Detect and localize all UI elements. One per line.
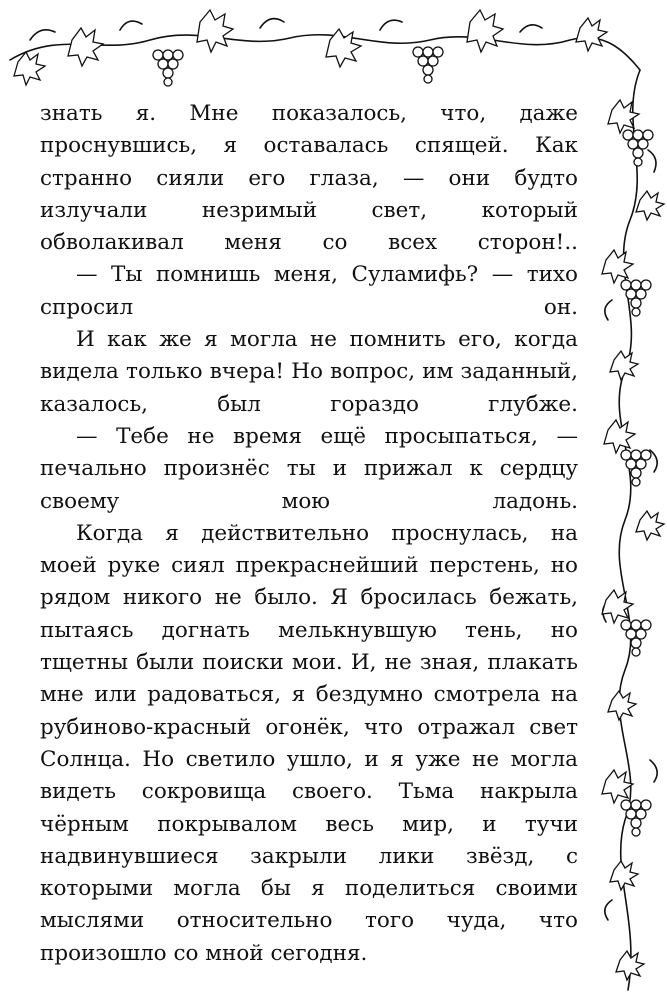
leaf-icon (604, 420, 635, 453)
grape-bunch-icon (621, 620, 651, 656)
leaf-icon (602, 770, 633, 803)
page-text (40, 98, 578, 970)
leaf-icon (636, 191, 664, 220)
leaf-icon (610, 861, 638, 890)
leaf-icon (636, 511, 664, 540)
grape-bunch-icon (621, 450, 651, 486)
leaf-icon (576, 18, 607, 51)
grape-bunch-icon (621, 280, 651, 316)
leaf-icon (602, 250, 633, 283)
leaf-icon (610, 351, 638, 380)
leaf-icon (14, 52, 45, 85)
paragraph: И как же я могла не помнить его, когда видела только вчера! Но вопрос, им заданный, казалось, был гораздо глубже. (40, 327, 578, 417)
leaf-icon (608, 100, 639, 133)
leaf-icon (602, 590, 633, 623)
leaf-icon (467, 10, 503, 52)
grape-bunch-icon (153, 50, 183, 86)
paragraph: знать я. Мне показалось, что, даже проснувшись, я оставалась спящей. Как странно сияли его глаза, — они будто излучали незримый свет, который обволакивал меня со всех сторон!.. (40, 101, 578, 256)
paragraph: — Ты помнишь меня, Суламифь? — тихо спросил он. (40, 262, 578, 320)
grape-bunch-icon (623, 130, 653, 166)
paragraph: — Тебе не время ещё просыпаться, — печально произнёс ты и прижал к сердцу своему мою ладонь. (40, 423, 578, 514)
paragraph: Когда я действительно проснулась, на моей руке сиял прекраснейший перстень, но рядом никого не было. Я бросилась бежать, пытаясь догнать мелькнувшую тень, но тщетны были поиски мои. И, не зная, плакать мне или радоваться, я бездумно смотрела на рубиново-красный огонёк, что отражал свет Солнца. Но светило ушло, и я уже не могла видеть сокровища своего. Тьма накрыла чёрным покрывалом весь мир, и тучи надвинувшиеся закрыли лики звёзд, с которыми могла бы я поделиться своими мыслями относительно того чуда, что произошло со мной сегодня. (40, 520, 578, 966)
leaf-icon (197, 10, 233, 52)
leaf-icon (616, 951, 644, 980)
grape-bunch-icon (413, 47, 443, 83)
leaf-icon (608, 691, 636, 720)
leaf-icon (68, 28, 103, 66)
